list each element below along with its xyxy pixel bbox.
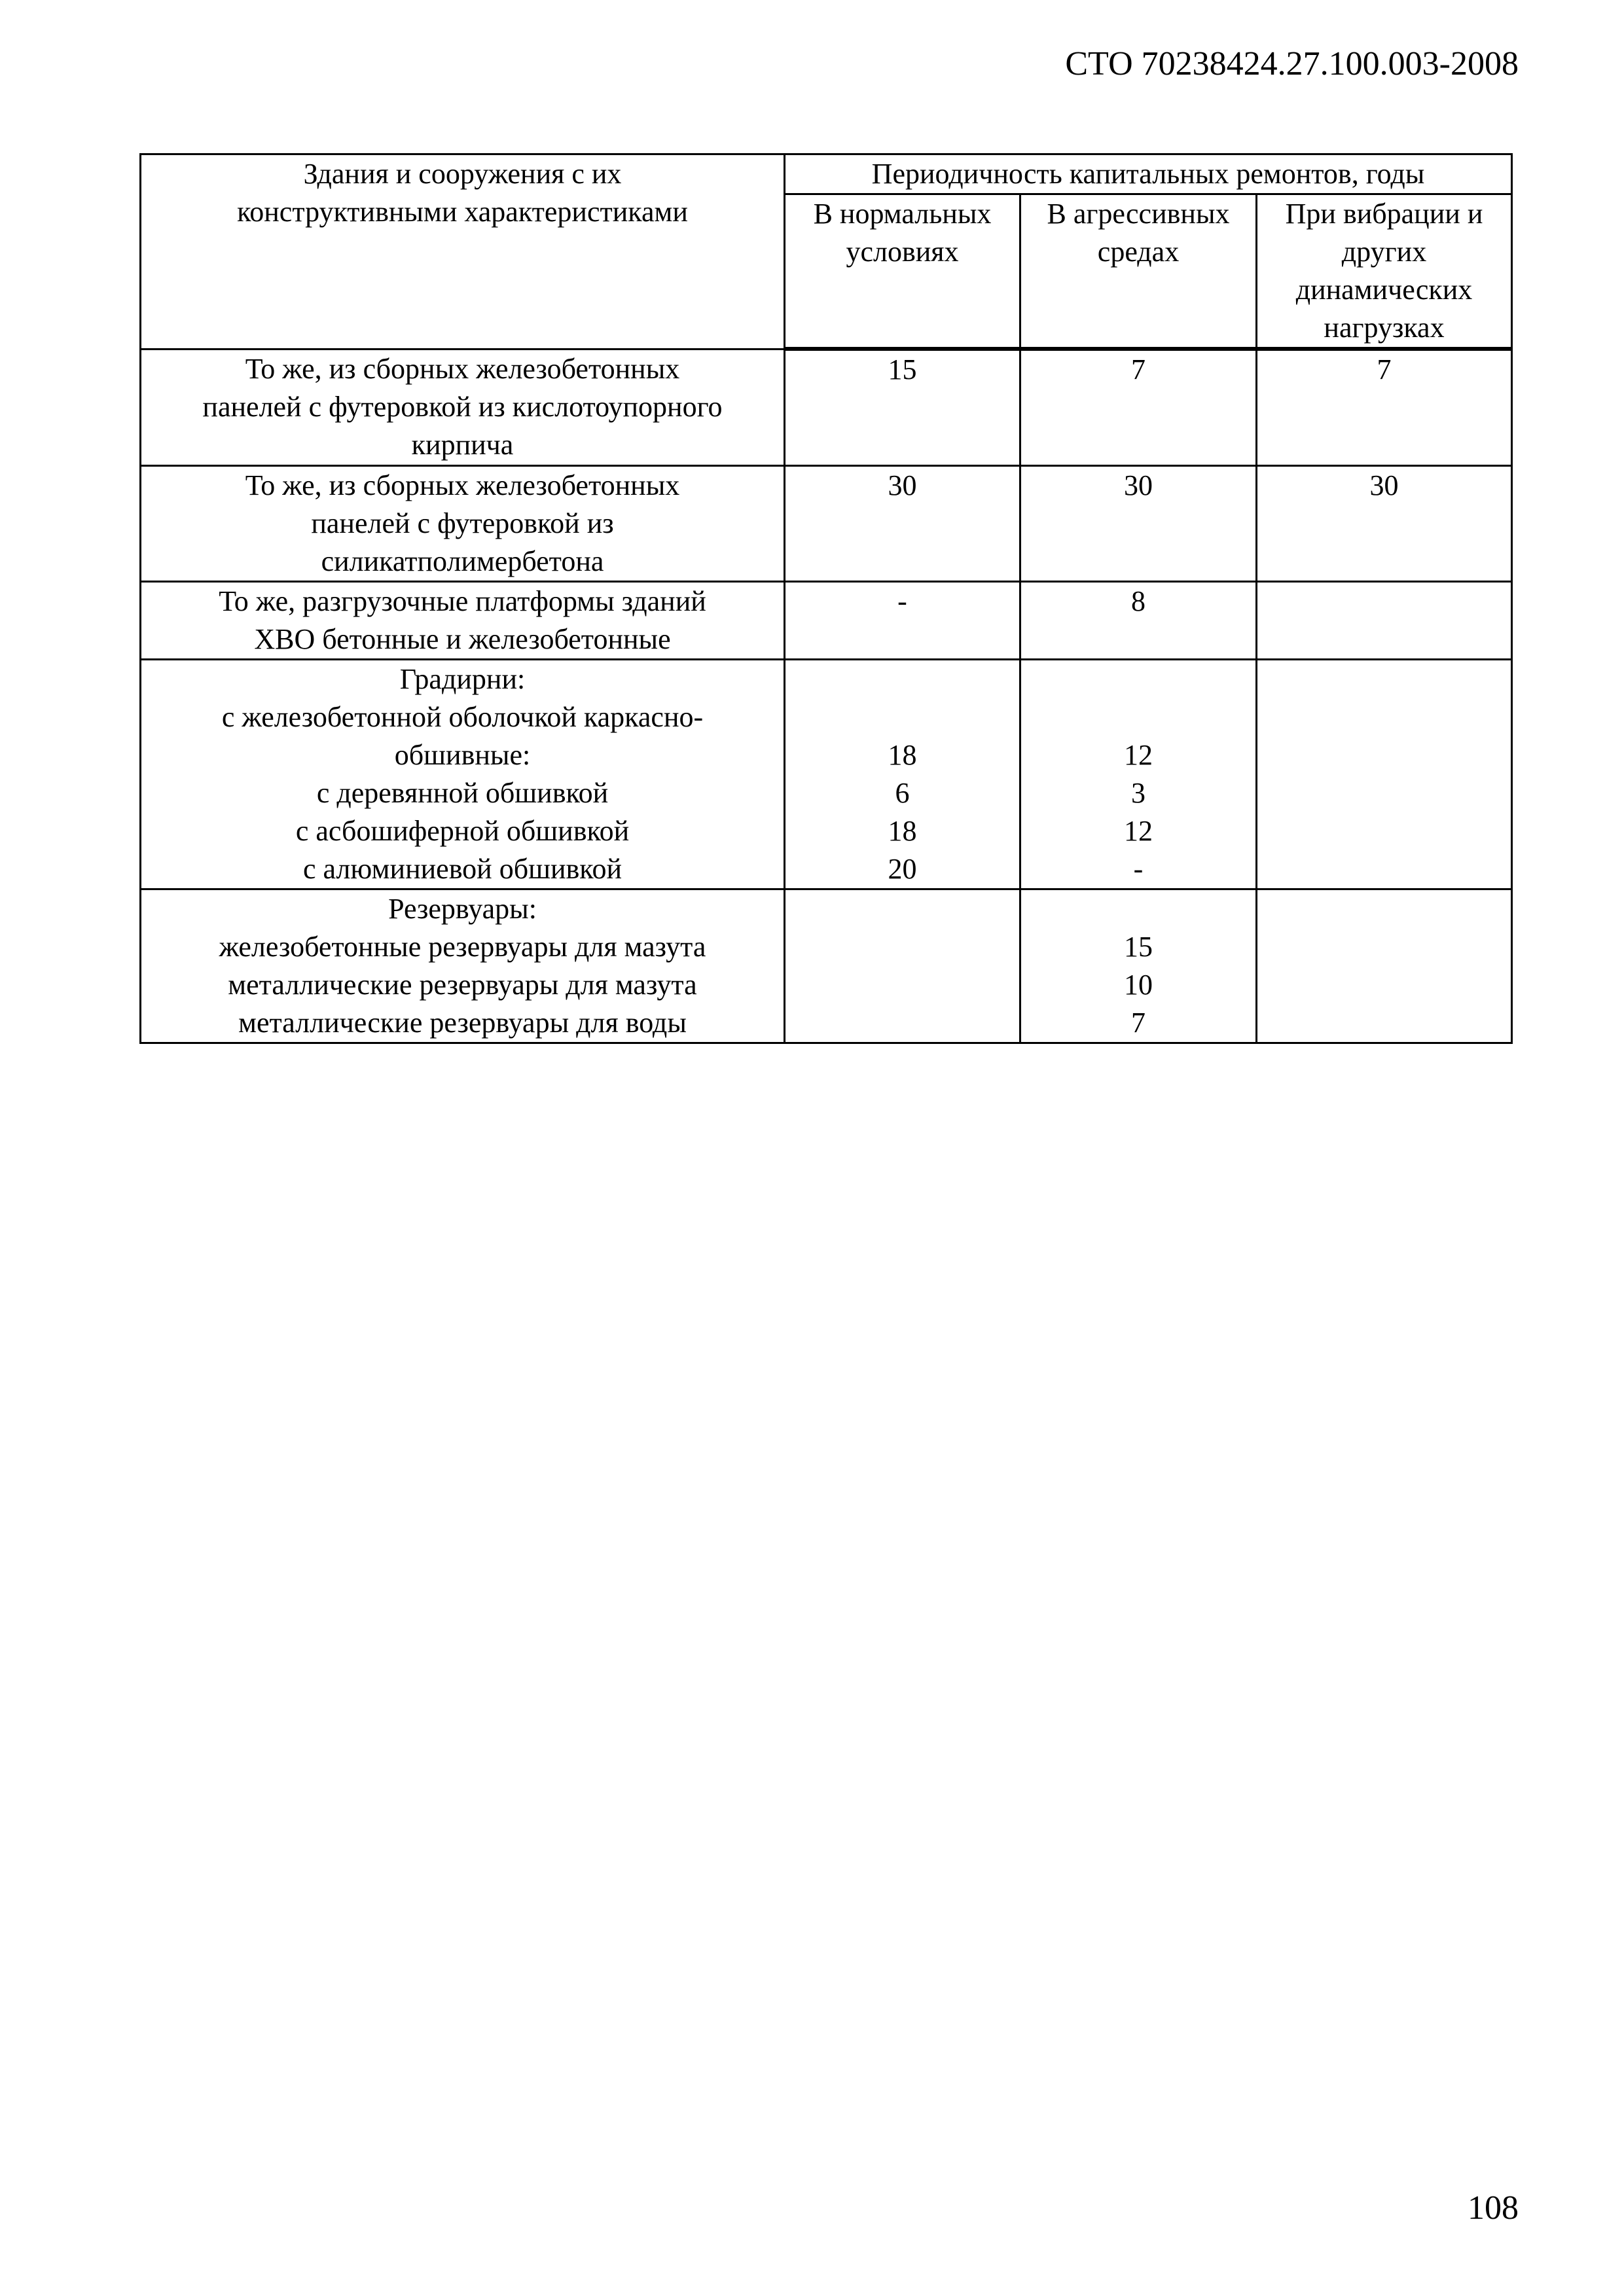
header-periodicity-group: Периодичность капитальных ремонтов, годы — [785, 154, 1512, 194]
row-name-lines — [148, 890, 777, 1042]
row-vibration-cell — [1257, 582, 1512, 660]
row-aggressive-lines — [1028, 351, 1249, 389]
row-vibration-cell — [1257, 466, 1512, 582]
cell-line: - — [1133, 853, 1144, 885]
cell-line: 30 — [888, 469, 917, 501]
cell-line: условиях — [846, 236, 959, 268]
cell-line: средах — [1097, 236, 1180, 268]
cell-line: То же, из сборных железобетонных — [245, 352, 680, 385]
header-row-1 — [141, 154, 1512, 194]
cell-line: В нормальных — [813, 198, 992, 230]
table-row — [141, 349, 1512, 466]
cell-line: 18 — [888, 815, 917, 847]
row-vibration-lines — [1264, 351, 1504, 389]
cell-line: с деревянной обшивкой — [316, 777, 609, 809]
repair-periodicity-table — [139, 153, 1513, 1044]
cell-line: железобетонные резервуары для мазута — [219, 931, 706, 963]
row-aggressive-lines — [1028, 467, 1249, 505]
header-normal-conditions — [785, 194, 1020, 350]
table-row — [141, 889, 1512, 1043]
row-aggressive-cell — [1020, 349, 1257, 466]
row-vibration-cell — [1257, 349, 1512, 466]
cell-line: 7 — [1131, 353, 1146, 386]
cell-line: - — [897, 585, 907, 617]
cell-line — [1028, 698, 1249, 736]
row-normal-cell — [785, 660, 1020, 889]
cell-line: нагрузках — [1324, 312, 1445, 344]
table-row — [141, 466, 1512, 582]
table-row — [141, 660, 1512, 889]
cell-line: 30 — [1124, 469, 1153, 501]
row-vibration-lines — [1264, 467, 1504, 505]
cell-line: с железобетонной оболочкой каркасно- — [221, 701, 704, 733]
cell-line: динамических — [1295, 274, 1473, 306]
row-aggressive-cell — [1020, 582, 1257, 660]
cell-line: металлические резервуары для воды — [238, 1007, 687, 1039]
header-buildings — [141, 154, 785, 350]
row-name-cell — [141, 349, 785, 466]
cell-line: силикатполимербетона — [321, 545, 604, 577]
row-normal-lines — [792, 351, 1013, 389]
cell-line: ХВО бетонные и железобетонные — [254, 623, 671, 655]
row-aggressive-cell — [1020, 889, 1257, 1043]
cell-line: 15 — [1124, 931, 1153, 963]
row-name-cell — [141, 582, 785, 660]
header-vibration-lines — [1264, 195, 1504, 347]
row-vibration-cell — [1257, 889, 1512, 1043]
row-name-cell — [141, 466, 785, 582]
row-name-lines — [148, 583, 777, 658]
cell-line: 7 — [1131, 1007, 1146, 1039]
cell-line: 6 — [895, 777, 910, 809]
cell-line — [1028, 660, 1249, 698]
page-number: 108 — [1468, 2189, 1519, 2227]
row-normal-cell — [785, 889, 1020, 1043]
cell-line: Градирни: — [399, 663, 526, 695]
cell-line: При вибрации и — [1285, 198, 1483, 230]
header-buildings-lines — [148, 155, 777, 231]
cell-line: 15 — [888, 353, 917, 386]
cell-line: панелей с футеровкой из — [311, 507, 614, 539]
document-code: СТО 70238424.27.100.003-2008 — [1065, 45, 1519, 82]
cell-line: с асбошиферной обшивкой — [295, 815, 630, 847]
cell-line: других — [1341, 236, 1427, 268]
cell-line — [1028, 890, 1249, 928]
cell-line: обшивные: — [394, 739, 531, 771]
cell-line: 18 — [888, 739, 917, 771]
header-vibration-loads — [1257, 194, 1512, 350]
cell-line: с алюминиевой обшивкой — [302, 853, 622, 885]
cell-line: 3 — [1131, 777, 1146, 809]
header-aggressive-lines — [1028, 195, 1249, 271]
header-aggressive-media — [1020, 194, 1257, 350]
row-name-lines — [148, 350, 777, 464]
cell-line — [792, 698, 1013, 736]
row-normal-cell — [785, 466, 1020, 582]
row-name-cell — [141, 889, 785, 1043]
cell-line: 12 — [1124, 815, 1153, 847]
row-aggressive-cell — [1020, 660, 1257, 889]
row-name-cell — [141, 660, 785, 889]
cell-line: 30 — [1369, 469, 1399, 501]
row-normal-lines — [792, 467, 1013, 505]
row-aggressive-lines — [1028, 660, 1249, 888]
row-normal-cell — [785, 349, 1020, 466]
cell-line: То же, разгрузочные платформы зданий — [219, 585, 706, 617]
row-normal-cell — [785, 582, 1020, 660]
row-aggressive-lines — [1028, 890, 1249, 1042]
cell-line — [792, 660, 1013, 698]
cell-line: 8 — [1131, 585, 1146, 617]
row-vibration-cell — [1257, 660, 1512, 889]
header-normal-lines — [792, 195, 1013, 271]
cell-line: панелей с футеровкой из кислотоупорного — [202, 390, 723, 423]
cell-line: 10 — [1124, 969, 1153, 1001]
row-aggressive-cell — [1020, 466, 1257, 582]
cell-line: металлические резервуары для мазута — [228, 969, 697, 1001]
cell-line: Здания и сооружения с их — [303, 158, 622, 190]
cell-line: кирпича — [411, 428, 514, 461]
row-aggressive-lines — [1028, 583, 1249, 620]
row-name-lines — [148, 467, 777, 581]
cell-line: То же, из сборных железобетонных — [245, 469, 680, 501]
cell-line: 12 — [1124, 739, 1153, 771]
cell-line: В агрессивных — [1047, 198, 1230, 230]
cell-line: 20 — [888, 853, 917, 885]
table-row — [141, 582, 1512, 660]
cell-line: 7 — [1377, 353, 1392, 386]
row-name-lines — [148, 660, 777, 888]
cell-line: конструктивными характеристиками — [237, 196, 688, 228]
cell-line: Резервуары: — [388, 893, 537, 925]
row-normal-lines — [792, 660, 1013, 888]
row-normal-lines — [792, 583, 1013, 620]
